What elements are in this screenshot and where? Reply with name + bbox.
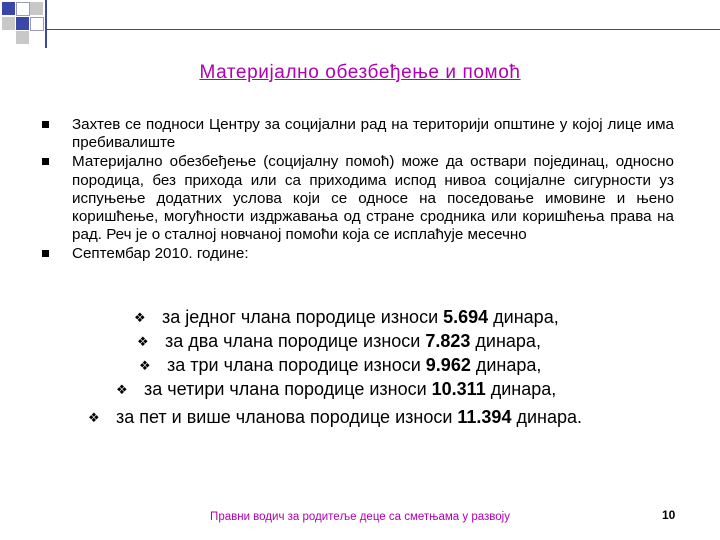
- slide-footer: Правни водич за родитеље деце са сметњама у развоју: [210, 511, 510, 523]
- amount-line: ❖ за два члана породице износи 7.823 динара,: [137, 331, 541, 351]
- square-bullet-icon: [42, 121, 49, 128]
- bullet-item: [42, 116, 674, 152]
- amount-value: 9.962: [425, 355, 471, 375]
- square-bullet-icon: [42, 250, 49, 257]
- amount-value: 5.694: [443, 307, 489, 327]
- diamond-bullet-icon: ❖: [137, 334, 149, 349]
- amount-value: 11.394: [457, 407, 512, 427]
- amount-value: 7.823: [425, 331, 471, 351]
- amount-value: 10.311: [431, 379, 486, 399]
- amount-line: ❖ за пет и више чланова породице износи 11.394 динара.: [88, 407, 582, 427]
- diamond-bullet-icon: ❖: [134, 310, 146, 325]
- decor-square-grey: [2, 17, 15, 30]
- decor-square-blue: [2, 2, 15, 15]
- square-bullet-icon: [42, 158, 49, 165]
- amount-line: ❖ за једног члана породице износи 5.694 динара,: [134, 307, 559, 327]
- bullet-item: [42, 153, 674, 244]
- decor-square-white: [16, 2, 30, 16]
- amount-line: ❖ за четири члана породице износи 10.311 динара,: [116, 379, 557, 399]
- bullet-text: Септембар 2010. године:: [72, 245, 249, 263]
- bullet-list: [42, 116, 674, 265]
- slide-title: Материјално обезбеђење и помоћ: [199, 62, 521, 83]
- decorative-corner: [0, 0, 720, 50]
- decor-square-blue-3: [30, 17, 44, 31]
- diamond-bullet-icon: ❖: [116, 382, 128, 397]
- decor-square-grey-2: [30, 2, 43, 15]
- bullet-item: [42, 245, 674, 263]
- diamond-bullet-icon: ❖: [88, 410, 100, 425]
- amount-line: ❖ за три члана породице износи 9.962 динара,: [139, 355, 542, 375]
- decor-vertical-rule: [45, 0, 47, 48]
- diamond-bullet-icon: ❖: [139, 358, 151, 373]
- page-number: 10: [662, 508, 676, 522]
- bullet-text: Захтев се подноси Центру за социјални рад на територији општине у којој лице има пребивалиште: [72, 116, 674, 152]
- bullet-text: Материјално обезбеђење (социјалну помоћ) може да оствари појединац, односно породица, без прихода или са приходима испод нивоа социјалне сигурности уз испуњење додатних услова који се односе на поседовање имовине и њено коришћење, могућности издржавања од стране сродника или коришћења права на рад. Реч је о сталној новчаној помоћи која се исплаћује месечно: [72, 153, 674, 244]
- decor-square-blue-2: [16, 17, 29, 30]
- decor-horizontal-rule: [45, 29, 720, 30]
- decor-square-grey-3: [16, 31, 29, 44]
